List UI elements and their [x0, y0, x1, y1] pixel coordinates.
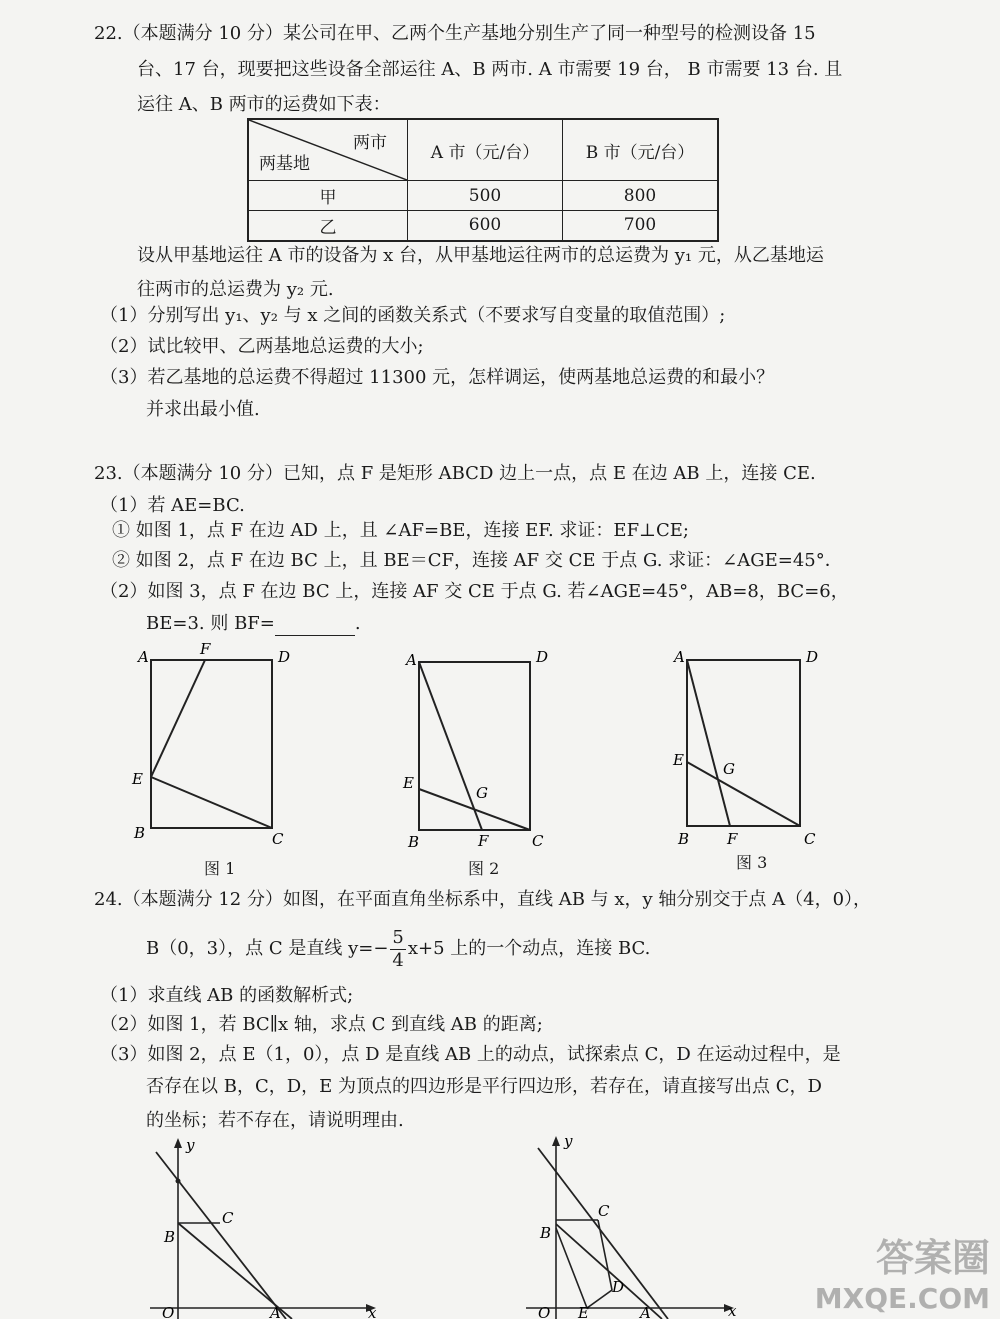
- column-header-a: A 市（元/台）: [408, 119, 563, 181]
- figure-1-caption: 图 1: [204, 859, 236, 878]
- q24-line1: 24.（本题满分 12 分）如图，在平面直角坐标系中，直线 AB 与 x，y 轴分别交于点 A（4，0），: [94, 889, 872, 910]
- label-d: D: [612, 1278, 625, 1296]
- label-c: C: [272, 830, 284, 848]
- q24-line2: [146, 924, 650, 974]
- label-o: O: [538, 1304, 551, 1319]
- q23-figure-2: [398, 640, 558, 850]
- q24-part1: （1）求直线 AB 的函数解析式;: [100, 985, 354, 1006]
- q24-figure-1: [140, 1136, 400, 1319]
- label-c: C: [222, 1209, 234, 1227]
- q22-part3-cont: 并求出最小值.: [146, 399, 260, 420]
- q23-figure-1: [128, 640, 308, 850]
- table-corner-cell: [248, 119, 408, 181]
- rectangle-abcd: [687, 660, 800, 826]
- label-b: B: [678, 830, 690, 848]
- q23-line1: 23.（本题满分 10 分）已知，点 F 是矩形 ABCD 边上一点，点 E 在边 AB 上，连接 CE.: [94, 463, 816, 484]
- label-b: B: [164, 1228, 176, 1246]
- label-f: F: [727, 830, 738, 848]
- q23-part2-cont: [146, 612, 361, 636]
- corner-bottom-label: 两基地: [259, 154, 310, 174]
- q22-part1: （1）分别写出 y₁、y₂ 与 x 之间的函数关系式（不要求写自变量的取值范围）;: [100, 305, 726, 326]
- q23-sub1: ① 如图 1，点 F 在边 AD 上，且 ∠AF=BE，连接 EF. 求证：EF⊥CE;: [112, 520, 689, 541]
- label-e: E: [132, 770, 143, 788]
- label-y: y: [186, 1136, 195, 1154]
- column-header-b: B 市（元/台）: [563, 119, 719, 181]
- label-e: E: [403, 774, 414, 792]
- label-c: C: [598, 1202, 610, 1220]
- q24-figure-2: [512, 1132, 762, 1319]
- label-c: C: [532, 832, 544, 850]
- label-g: G: [723, 760, 735, 778]
- freight-cost-table: [247, 118, 719, 242]
- table-row: [248, 181, 718, 211]
- segment-ec: [419, 789, 530, 830]
- label-a: A: [138, 648, 149, 666]
- q24-part3-cont1: 否存在以 B，C，D，E 为顶点的四边形是平行四边形，若存在，请直接写出点 C，D: [146, 1076, 822, 1097]
- watermark-domain: MXQE.COM: [814, 1282, 990, 1315]
- segment-ef: [151, 660, 205, 777]
- label-b: B: [540, 1224, 552, 1242]
- q24-line2-start: B（0，3），点 C 是直线 y=−: [146, 938, 389, 959]
- label-a: A: [406, 651, 417, 669]
- label-a: A: [640, 1304, 651, 1319]
- row-base: 乙: [248, 211, 408, 241]
- line-y-eq: [156, 1152, 286, 1319]
- q22-line1: 22.（本题满分 10 分）某公司在甲、乙两个生产基地分别生产了同一种型号的检测设备 15: [94, 23, 816, 44]
- q23-answer-prompt: BE=3. 则 BF=: [146, 613, 275, 634]
- corner-top-label: 两市: [353, 133, 387, 153]
- q24-part3: （3）如图 2，点 E（1，0），点 D 是直线 AB 上的动点，试探索点 C，D 在运动过程中，是: [100, 1044, 841, 1065]
- y-axis-arrow: [552, 1136, 560, 1146]
- row-cost-a: 500: [408, 181, 563, 211]
- fraction-five-quarters: [390, 927, 405, 972]
- q23-period: .: [354, 613, 361, 634]
- label-g: G: [476, 784, 488, 802]
- figure-3-caption: 图 3: [736, 853, 768, 872]
- label-f: F: [200, 640, 211, 658]
- segment-ec: [687, 762, 800, 826]
- label-d: D: [536, 648, 549, 666]
- label-a: A: [270, 1304, 281, 1319]
- answer-blank[interactable]: [275, 617, 355, 636]
- q23-figure-3: [670, 640, 830, 850]
- fraction-numerator: 5: [392, 926, 404, 948]
- row-cost-b: 700: [563, 211, 719, 241]
- label-b: B: [408, 833, 420, 850]
- row-base: 甲: [248, 181, 408, 211]
- q22-line5: 往两市的总运费为 y₂ 元.: [137, 279, 334, 300]
- site-watermark: [815, 1227, 990, 1315]
- q24-line2-end: x+5 上的一个动点，连接 BC.: [407, 938, 651, 959]
- label-d: D: [806, 648, 819, 666]
- fraction-denominator: 4: [392, 949, 404, 971]
- segment-ec: [151, 777, 272, 828]
- label-e: E: [578, 1304, 589, 1319]
- segment-af: [419, 662, 482, 830]
- label-d: D: [278, 648, 291, 666]
- label-o: O: [162, 1304, 175, 1319]
- table-row: [248, 211, 718, 241]
- q22-line2: 台、17 台，现要把这些设备全部运往 A、B 两市. A 市需要 19 台， B 市需要 13 台. 且: [137, 59, 843, 80]
- row-cost-b: 800: [563, 181, 719, 211]
- figure-2-caption: 图 2: [468, 859, 500, 878]
- row-cost-a: 600: [408, 211, 563, 241]
- q22-part2: （2）试比较甲、乙两基地总运费的大小;: [100, 336, 424, 357]
- rectangle-abcd: [419, 662, 530, 830]
- watermark-logo-text: 答案圈: [875, 1236, 990, 1280]
- q23-part1: （1）若 AE=BC.: [100, 495, 245, 516]
- q22-part3: （3）若乙基地的总运费不得超过 11300 元，怎样调运，使两基地总运费的和最小？: [100, 367, 775, 388]
- q23-sub2: ② 如图 2，点 F 在边 BC 上，且 BE＝CF，连接 AF 交 CE 于点 G. 求证：∠AGE=45°．: [112, 550, 843, 571]
- q22-line3: 运往 A、B 两市的运费如下表：: [137, 94, 391, 115]
- label-x: x: [728, 1302, 737, 1319]
- segment-af: [687, 660, 730, 826]
- label-y: y: [564, 1132, 573, 1150]
- q24-part2: （2）如图 1，若 BC∥x 轴，求点 C 到直线 AB 的距离;: [100, 1014, 543, 1035]
- q23-part2: （2）如图 3，点 F 在边 BC 上，连接 AF 交 CE 于点 G. 若∠AGE=45°，AB=8，BC=6，: [100, 581, 849, 602]
- label-f: F: [478, 832, 489, 850]
- label-e: E: [673, 751, 684, 769]
- y-axis-arrow: [174, 1138, 182, 1148]
- label-b: B: [134, 824, 146, 842]
- intercept-point: [176, 1179, 181, 1184]
- label-c: C: [804, 830, 816, 848]
- label-x: x: [368, 1304, 377, 1319]
- q24-part3-cont2: 的坐标；若不存在，请说明理由.: [146, 1110, 404, 1131]
- label-a: A: [674, 648, 685, 666]
- q22-line4: 设从甲基地运往 A 市的设备为 x 台，从甲基地运往两市的总运费为 y₁ 元，从乙基地运: [137, 245, 824, 266]
